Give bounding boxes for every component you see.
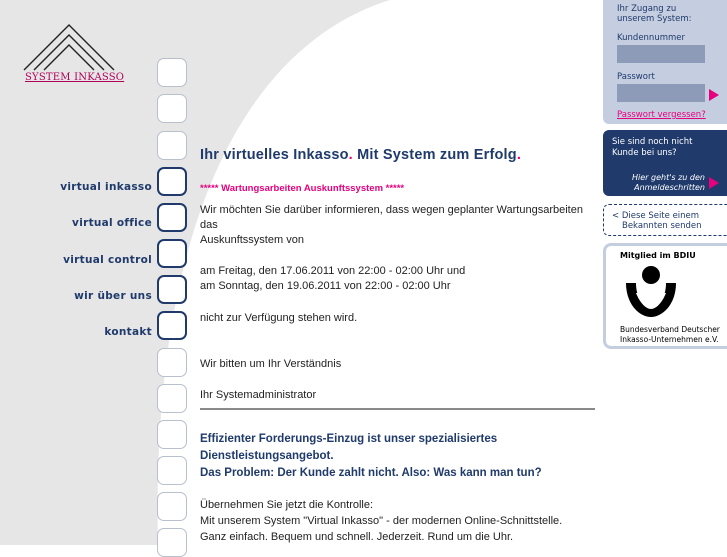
decor-box — [157, 528, 187, 557]
recommend-panel[interactable] — [603, 204, 727, 236]
nav-box-virtual-office[interactable] — [157, 203, 187, 232]
register-text — [612, 137, 692, 159]
login-panel — [603, 0, 727, 124]
login-submit-arrow-icon[interactable] — [709, 89, 719, 101]
bdiu-caption — [620, 325, 720, 345]
register-cta-line-2: Anmeldeschritten — [634, 183, 705, 192]
register-cta[interactable] — [632, 173, 705, 193]
body-line: Ihr Systemadministrator — [200, 389, 317, 401]
password-label: Passwort — [617, 72, 655, 82]
nav-kontakt[interactable]: kontakt — [104, 326, 152, 338]
maintenance-notice: ***** Wartungsarbeiten Auskunftssystem ***** — [200, 183, 405, 194]
forgot-password-link[interactable]: Passwort vergessen? — [617, 110, 706, 120]
nav-box-virtual-inkasso[interactable] — [157, 167, 187, 196]
page-headline — [200, 147, 521, 163]
headline-part2: Mit System zum Erfolg — [352, 147, 517, 163]
logo-text[interactable]: SYSTEM INKASSO — [25, 72, 125, 83]
subheading-line: Das Problem: Der Kunde zahlt nicht. Also: Was kann man tun? — [200, 467, 542, 479]
body-line: Ganz einfach. Bequem und schnell. Jederzeit. Rund um die Uhr. — [200, 531, 514, 543]
nav-box-kontakt[interactable] — [157, 311, 187, 340]
password-input[interactable] — [617, 84, 705, 102]
recommend-link[interactable] — [612, 211, 702, 231]
main-nav — [0, 0, 152, 545]
register-arrow-icon[interactable] — [709, 177, 719, 189]
body-line: Wir möchten Sie darüber informieren, dass wegen geplanter Wartungsarbeiten — [200, 204, 583, 216]
body-line: Mit unserem System "Virtual Inkasso" - der modernen Online-Schnittstelle. — [200, 515, 563, 527]
decor-box — [157, 131, 187, 160]
register-panel[interactable] — [603, 130, 727, 196]
nav-box-virtual-control[interactable] — [157, 239, 187, 268]
decor-box — [157, 492, 187, 521]
body-line: nicht zur Verfügung stehen wird. — [200, 312, 358, 324]
nav-virtual-office[interactable]: virtual office — [72, 217, 152, 229]
bdiu-title: Mitglied im BDIU — [620, 251, 696, 260]
body-line: am Freitag, den 17.06.2011 von 22:00 - 02:00 Uhr und — [200, 265, 466, 277]
headline-dot1: . — [348, 147, 353, 163]
subheading-line: Dienstleistungsangebot. — [200, 450, 334, 462]
customer-number-label: Kundennummer — [617, 33, 685, 43]
nav-virtual-inkasso[interactable]: virtual inkasso — [60, 181, 152, 193]
body-line: Wir bitten um Ihr Verständnis — [200, 358, 342, 370]
bdiu-membership-panel[interactable] — [603, 243, 727, 349]
register-line-2: Kunde bei uns? — [612, 148, 677, 158]
decor-box — [157, 58, 187, 87]
decor-box — [157, 420, 187, 449]
login-intro-2: unserem System: — [617, 14, 692, 24]
divider — [200, 408, 595, 410]
body-line: Übernehmen Sie jetzt die Kontrolle: — [200, 499, 374, 511]
bdiu-logo-icon — [622, 263, 680, 321]
recommend-line-1: < Diese Seite einem — [612, 211, 700, 221]
register-cta-line-1: Hier geht's zu den — [632, 173, 705, 182]
nav-virtual-control[interactable]: virtual control — [63, 254, 152, 266]
headline-dot2: . — [516, 147, 522, 163]
customer-number-input[interactable] — [617, 45, 705, 63]
body-line: am Sonntag, den 19.06.2011 von 22:00 - 02:00 Uhr — [200, 280, 451, 292]
subheading-line: Effizienter Forderungs-Einzug ist unser spezialisiertes — [200, 433, 498, 445]
decor-box — [157, 94, 187, 123]
bdiu-line-2: Inkasso-Unternehmen e.V. — [620, 335, 719, 344]
decor-box — [157, 348, 187, 377]
decor-box — [157, 456, 187, 485]
decor-box — [157, 384, 187, 413]
bdiu-line-1: Bundesverband Deutscher — [620, 325, 720, 334]
nav-wir-ueber-uns[interactable]: wir über uns — [74, 290, 152, 302]
body-line: das — [200, 219, 218, 231]
register-line-1: Sie sind noch nicht — [612, 137, 693, 147]
nav-box-wir-ueber-uns[interactable] — [157, 275, 187, 304]
recommend-line-2: Bekannten senden — [622, 221, 702, 231]
login-intro-1: Ihr Zugang zu — [617, 4, 677, 14]
body-line: Auskunftssystem von — [200, 234, 304, 246]
headline-part1: Ihr virtuelles Inkasso — [200, 147, 349, 163]
